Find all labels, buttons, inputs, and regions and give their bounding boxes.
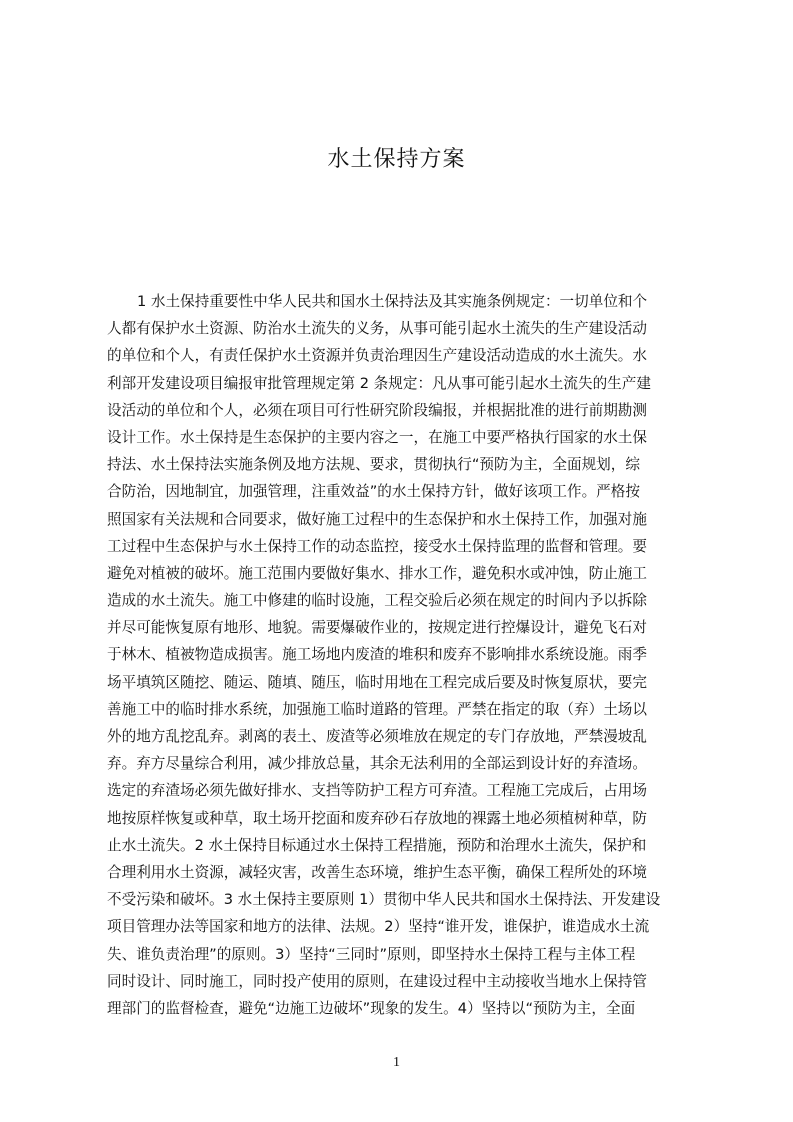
paragraph-line: 选定的弃渣场必须先做好排水、支挡等防护工程方可弃渣。工程施工完成后，占用场 bbox=[107, 782, 647, 800]
paragraph-line: 人都有保护水土资源、防治水土流失的义务，从事可能引起水土流失的生产建设活动 bbox=[107, 320, 647, 338]
paragraph-line: 善施工中的临时排水系统，加强施工临时道路的管理。严禁在指定的取（弃）土场以 bbox=[107, 700, 647, 718]
paragraph-line: 不受污染和破坏。3 水土保持主要原则 1）贯彻中华人民共和国水土保持法、开发建设 bbox=[107, 891, 661, 909]
paragraph-line: 避免对植被的破坏。施工范围内要做好集水、排水工作，避免积水或冲蚀，防止施工 bbox=[107, 564, 647, 582]
paragraph-line: 合理利用水土资源，减轻灾害，改善生态环境，维护生态平衡，确保工程所处的环境 bbox=[107, 863, 647, 881]
paragraph-line: 弃。弃方尽量综合利用，减少排放总量，其余无法利用的全部运到设计好的弃渣场。 bbox=[107, 755, 647, 773]
paragraph-line: 的单位和个人，有责任保护水土资源并负责治理因生产建设活动造成的水土流失。水 bbox=[107, 347, 647, 365]
paragraph-line: 合防治，因地制宜，加强管理，注重效益”的水土保持方针，做好该项工作。严格按 bbox=[107, 483, 640, 501]
paragraph-line: 利部开发建设项目编报审批管理规定第 2 条规定：凡从事可能引起水土流失的生产建 bbox=[107, 374, 651, 392]
page-number: 1 bbox=[393, 1055, 400, 1070]
paragraph-line: 失、谁负责治理”的原则。3）坚持“三同时”原则，即坚持水土保持工程与主体工程 bbox=[107, 945, 636, 963]
paragraph-line: 场平填筑区随挖、随运、随填、随压，临时用地在工程完成后要及时恢复原状，要完 bbox=[107, 673, 647, 691]
paragraph-line: 工过程中生态保护与水土保持工作的动态监控，接受水土保持监理的监督和管理。要 bbox=[107, 537, 647, 555]
paragraph-line: 设活动的单位和个人，必须在项目可行性研究阶段编报，并根据批准的进行前期勘测 bbox=[107, 401, 647, 419]
paragraph-line: 1 水土保持重要性中华人民共和国水土保持法及其实施条例规定：一切单位和个 bbox=[137, 293, 648, 310]
body-text bbox=[107, 288, 699, 1017]
paragraph-line: 设计工作。水土保持是生态保护的主要内容之一，在施工中要严格执行国家的水土保 bbox=[107, 428, 647, 446]
paragraph-line: 造成的水土流失。施工中修建的临时设施，工程交验后必须在规定的时间内予以拆除 bbox=[107, 592, 647, 610]
paragraph-line: 持法、水土保持法实施条例及地方法规、要求，贯彻执行“预防为主，全面规划，综 bbox=[107, 456, 640, 474]
paragraph-line: 照国家有关法规和合同要求，做好施工过程中的生态保护和水土保持工作，加强对施 bbox=[107, 510, 647, 528]
paragraph-line: 外的地方乱挖乱弃。剥离的表土、废渣等必须堆放在规定的专门存放地，严禁漫坡乱 bbox=[107, 728, 647, 745]
paragraph-line: 并尽可能恢复原有地形、地貌。需要爆破作业的，按规定进行控爆设计，避免飞石对 bbox=[107, 619, 647, 637]
paragraph-line: 地按原样恢复或种草，取土场开挖面和废弃砂石存放地的裸露土地必须植树种草，防 bbox=[107, 809, 647, 827]
paragraph-line: 理部门的监督检查，避免“边施工边破坏”现象的发生。4）坚持以“预防为主，全面 bbox=[107, 999, 636, 1017]
paragraph-line: 止水土流失。2 水土保持目标通过水土保持工程措施，预防和治理水土流失，保护和 bbox=[107, 836, 647, 854]
paragraph-line: 同时设计、同时施工，同时投产使用的原则，在建设过程中主动接收当地水上保持管 bbox=[107, 972, 647, 990]
paragraph-line: 项目管理办法等国家和地方的法律、法规。2）坚持“谁开发，谁保护，谁造成水土流 bbox=[107, 918, 650, 936]
paragraph-line: 于林木、植被物造成损害。施工场地内废渣的堆积和废弃不影响排水系统设施。雨季 bbox=[107, 646, 647, 664]
document-title: 水土保持方案 bbox=[327, 147, 466, 172]
